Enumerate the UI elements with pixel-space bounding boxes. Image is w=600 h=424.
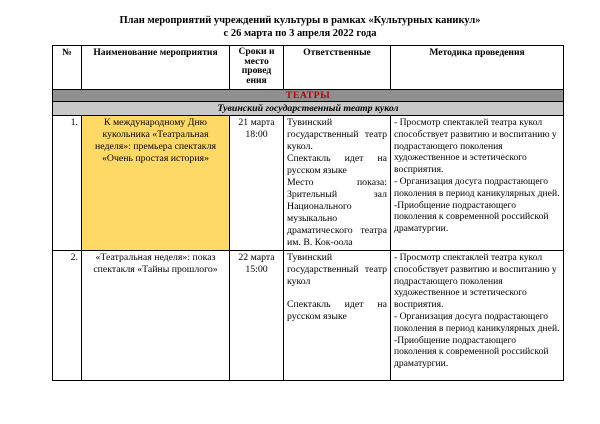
method-line: -Приобщение подрастающего поколения к современной российской драматургии. xyxy=(394,199,549,235)
row-number: 1. xyxy=(53,116,82,251)
table-row xyxy=(53,251,564,381)
section-row xyxy=(53,90,564,102)
event-name: К международному Дню кукольника «Театральная неделя»: премьера спектакля «Очень простая история» xyxy=(82,116,230,251)
table-row xyxy=(53,116,564,251)
responsible-line: Тувинский государственный театр кукол xyxy=(287,252,387,287)
header-date: Сроки и место провед ения xyxy=(230,46,284,90)
responsible-line: Тувинский государственный театр кукол. xyxy=(287,117,387,152)
row-number: 2. xyxy=(53,251,82,381)
method-line: - Просмотр спектаклей театра кукол способствует развитию и воспитанию у подрастающего поколения художественное и эстетического восприятия. xyxy=(394,252,557,311)
event-date-time: 18:00 xyxy=(245,129,268,140)
header-responsible: Ответственные xyxy=(284,46,391,90)
responsible-line: Спектакль идет на русском языке xyxy=(287,299,387,322)
event-date-day: 22 марта xyxy=(238,252,275,263)
method-line: -Приобщение подрастающего поколения к современной российской драматургии. xyxy=(394,334,549,370)
event-responsible xyxy=(284,251,391,381)
responsible-line: Спектакль идет на русском языке xyxy=(287,153,387,176)
header-method: Методика проведения xyxy=(391,46,564,90)
event-method xyxy=(391,251,564,381)
event-date-day: 21 марта xyxy=(238,117,275,128)
events-table xyxy=(52,45,564,381)
subsection-title: Тувинский государственный театр кукол xyxy=(53,102,564,116)
event-date-time: 15:00 xyxy=(245,264,268,275)
section-title: ТЕАТРЫ xyxy=(53,90,564,102)
event-name: «Театральная неделя»: показ спектакля «Тайны прошлого» xyxy=(82,251,230,381)
event-date xyxy=(230,251,284,381)
title-line-1: План мероприятий учреждений культуры в рамках «Культурных каникул» xyxy=(119,15,481,26)
method-line: - Просмотр спектаклей театра кукол способствует развитию и воспитанию у подрастающего поколения художественное и эстетического восприятия. xyxy=(394,117,557,176)
event-date xyxy=(230,116,284,251)
subsection-row xyxy=(53,102,564,116)
event-method xyxy=(391,116,564,251)
event-responsible xyxy=(284,116,391,251)
header-name: Наименование мероприятия xyxy=(82,46,230,90)
document-title xyxy=(0,14,600,40)
responsible-line: Место показа: Зрительный зал Национального музыкально драматического театра им. В. Кок-оола xyxy=(287,177,387,248)
method-line: - Организация досуга подрастающего поколения в период каникулярных дней. xyxy=(394,310,560,334)
title-line-2: с 26 марта по 3 апреля 2022 года xyxy=(223,28,377,39)
method-line: - Организация досуга подрастающего поколения в период каникулярных дней. xyxy=(394,175,560,199)
header-number: № xyxy=(53,46,82,90)
table-header-row xyxy=(53,46,564,90)
